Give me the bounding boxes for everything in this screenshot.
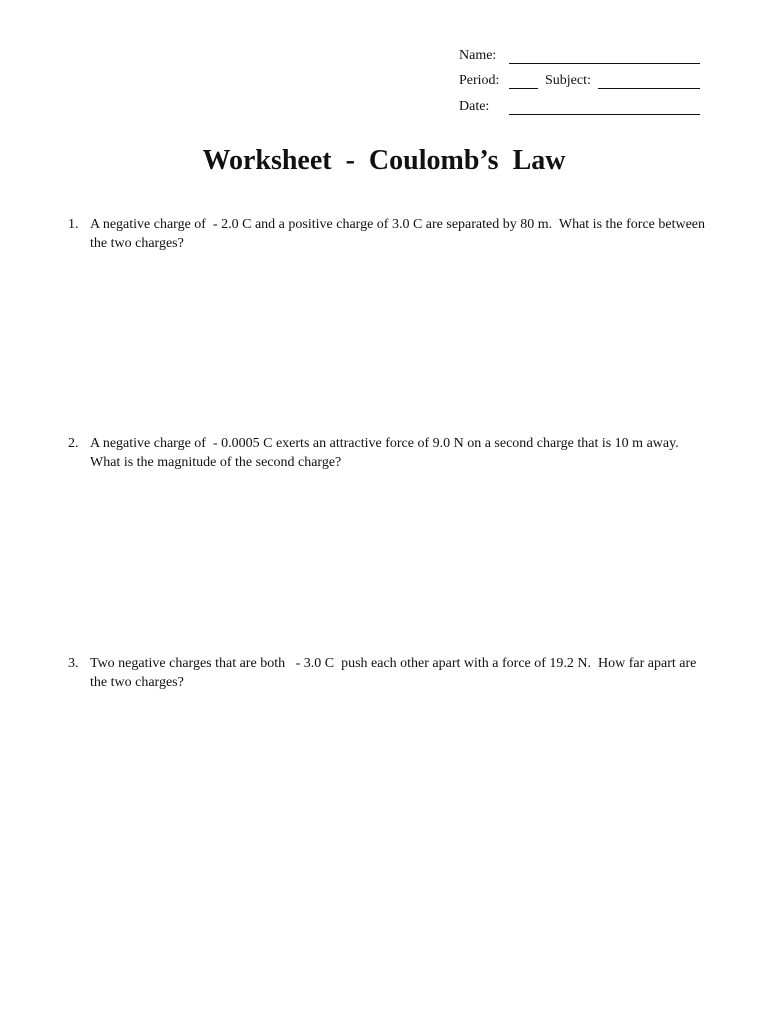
date-label: Date: <box>459 99 490 114</box>
date-blank <box>509 114 700 115</box>
page-title: Worksheet - Coulomb’s Law <box>202 145 566 176</box>
period-label: Period: <box>459 73 500 88</box>
question-number: 1. <box>68 217 79 232</box>
name-label: Name: <box>459 48 497 63</box>
question-number: 3. <box>68 656 79 671</box>
question-text: A negative charge of - 0.0005 C exerts an attractive force of 9.0 N on a second charge that is 10 m away. What is the magnitude of the second charge? <box>90 436 686 470</box>
name-blank <box>509 63 700 64</box>
period-blank <box>509 88 538 89</box>
question-text: A negative charge of - 2.0 C and a positive charge of 3.0 C are separated by 80 m. What is the force between the two charges? <box>90 217 709 251</box>
question-text: Two negative charges that are both - 3.0 C push each other apart with a force of 19.2 N. How far apart are the two charges? <box>90 656 700 690</box>
subject-blank <box>598 88 700 89</box>
question-number: 2. <box>68 436 79 451</box>
subject-label: Subject: <box>545 73 591 88</box>
